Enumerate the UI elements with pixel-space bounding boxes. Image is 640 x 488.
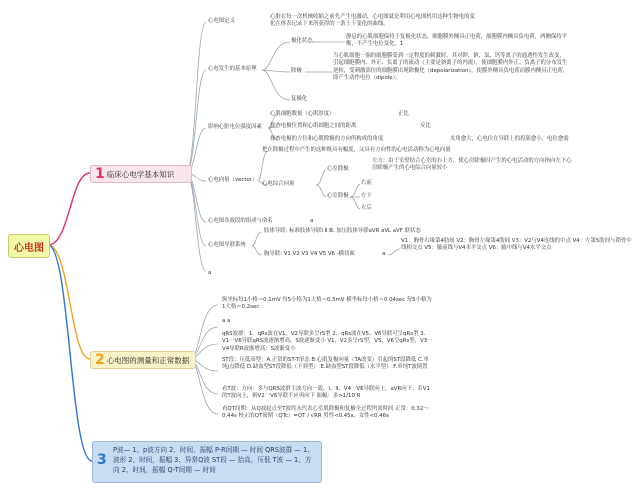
amplitude-item-1: 心肌细胞数量（心肌厚度）: [270, 111, 335, 117]
amplitude-item-2: 探查电极位置和心肌细胞之间的距离: [270, 123, 357, 129]
node-leads-label[interactable]: 心电图导联系统: [208, 242, 246, 248]
amplitude-item-2-relation: 反比: [420, 123, 431, 129]
node-same-text: 左方：由于室壁结合心室的右上方，使心房除极时产生的心电活动的方向指向左下心房除极产生的心电综合向量较小: [372, 158, 572, 172]
node-repolarization-label[interactable]: 复极化: [291, 96, 308, 102]
branch-label: 临床心电学基本知识: [106, 169, 175, 179]
measure-st: ST段：压低高型：A.正常的ST-T形态 B.心肌复极向量（TA改变）引起的ST段降低 C.单纯J点降低 D.缺血型ST段降低（下斜型） E.缺血型ST段降低（水平型） F.单纯T波倒置: [222, 357, 429, 371]
node-depolarization-label[interactable]: 除极: [291, 68, 302, 74]
node-composition-label[interactable]: 心电图各波段的组成与命名: [208, 218, 273, 224]
node-diff-label[interactable]: 心室除极: [327, 193, 349, 199]
node-depolarization-text: 当心肌细胞一端的细胞膜受到一定程度的刺激时，其对钾、钠、氯、钙等离子的通透性发生改变，引起细胞膜内、外正、负离子的流动（主要是钠离子的内流），使细胞膜内外正、负离子的分布发生逆转，受刺激部位的细胞膜出现除极化（depolarization），使膜外侧具负电荷而膜内侧具正电荷，即产生动作电位（dipole）。: [333, 53, 569, 82]
amplitude-item-3: 探查电极的方位和心肌除极的方向所构成的角度: [270, 136, 384, 142]
branch-label: 心电图的测量和正常数据: [106, 355, 190, 365]
node-definition-text: 心脏在每一次机械收缩之前先产生电激动，心电图就是利用心电图机用这种生物电的变化在体表记录下来所获得的一条上下变化的曲线。: [270, 14, 475, 28]
amplitude-item-1-relation: 正比: [398, 111, 409, 117]
node-limb-leads: 肢体导联: 标准肢体导联Ⅰ Ⅱ Ⅲ, 加压肢体导联aVR aVL aVF 联状态: [264, 228, 421, 234]
node-principle-label[interactable]: 心电发生的基本原理: [208, 66, 257, 72]
branch-measurement[interactable]: [90, 351, 196, 369]
diff-item-2: 左下: [361, 193, 372, 199]
node-chest-text: V1：胸骨右缘第4肋间 V2：胸骨左缘第4肋间 V3：V2与V4连线的中点 V4：左第5肋间与锁骨中线相交点 V5：腋前线与V4水平交点 V6：腋中线与V4水平交点: [401, 238, 632, 252]
node-chest-leads[interactable]: 胸导联: V1 V2 V3 V4 V5 V6 -横切面: [264, 251, 355, 257]
branch-number: 1: [95, 166, 105, 182]
node-chest-value: a: [382, 251, 386, 257]
node-vector-label[interactable]: 心电向量（vector）: [208, 177, 258, 183]
summary-text: P波— 1、p波方向 2、时间，振幅 P-R间期 — 时间 QRS波群 — 1、波形 2、时间，振幅 3、异常Q波 ST段 — 抬高，压低 T波 — 1、方向 2、时间，振幅 Q-T间期 — 时间: [113, 446, 314, 474]
diff-item-1: 右前: [361, 180, 372, 186]
measure-qrs: qRS波群：1．qRs波在V1、V2导联多呈rS型 2．qRs波在V5、V6导联可呈qRs型 3．V1一V6导联qRS波逐渐增高，S波逐渐变小 V1、V2多呈rS型，V5、V6呈qRs型，V3一V4导联R波渐增高；S波渐变小: [222, 331, 433, 352]
amplitude-item-3-relation: 夹角愈大，心电位在导联上的投影愈小，电位愈弱: [450, 136, 569, 142]
node-polarization-text: 静息的心肌细胞保持于复极化状态，细胞膜外侧具正电荷，细胞膜内侧具负电荷，两侧保持平衡，不产生电位变化。1: [346, 34, 568, 48]
node-amplitude-label[interactable]: 影响心脏电位强度因素: [208, 124, 262, 130]
measure-qt: 看QT间期：从Q波起点至T波终末代表心室肌除极和复极全过程所需时间 正常：0.32～0.44s 校正的QT间期（QTc）=QT / √RR 男性<0.45s，女性<0.46s: [222, 406, 429, 420]
node-polarization-label[interactable]: 极化状态: [291, 38, 313, 44]
node-same-label[interactable]: 心室除极: [327, 166, 349, 172]
node-vector-desc: 把在除极过程中产生的这种既具有幅度，又具有方向性的心电活动称为心电向量: [262, 147, 451, 153]
node-definition-label[interactable]: 心电图定义: [208, 18, 235, 24]
node-composition-value: a: [310, 218, 314, 224]
branch-basic-knowledge[interactable]: [90, 165, 192, 183]
node-synthesis-label[interactable]: 心电综合向量: [262, 181, 295, 187]
diff-item-3: 左后: [361, 205, 372, 211]
measure-placeholder: a a: [222, 318, 231, 324]
measure-twave: 看T波：方向：多与QRS波群主波方向一致，I、II、V4一V6导联向上，aVR向下；若V1的T波向上，则V2一V6导联不应再向下 振幅：多>1/10 R: [222, 386, 430, 400]
measure-grid: 纵坐标每1小格＝0.1mV 每5小格为1大格＝0.5mV 横坐标每小格＝0.04sec 每5小格为1大格＝0.2sec: [222, 297, 432, 311]
node-trailing-value: a: [208, 270, 212, 276]
branch-summary[interactable]: [92, 441, 322, 483]
branch-number: 3: [97, 452, 107, 468]
branch-number: 2: [95, 352, 105, 368]
root-node[interactable]: 心电图: [8, 234, 50, 258]
